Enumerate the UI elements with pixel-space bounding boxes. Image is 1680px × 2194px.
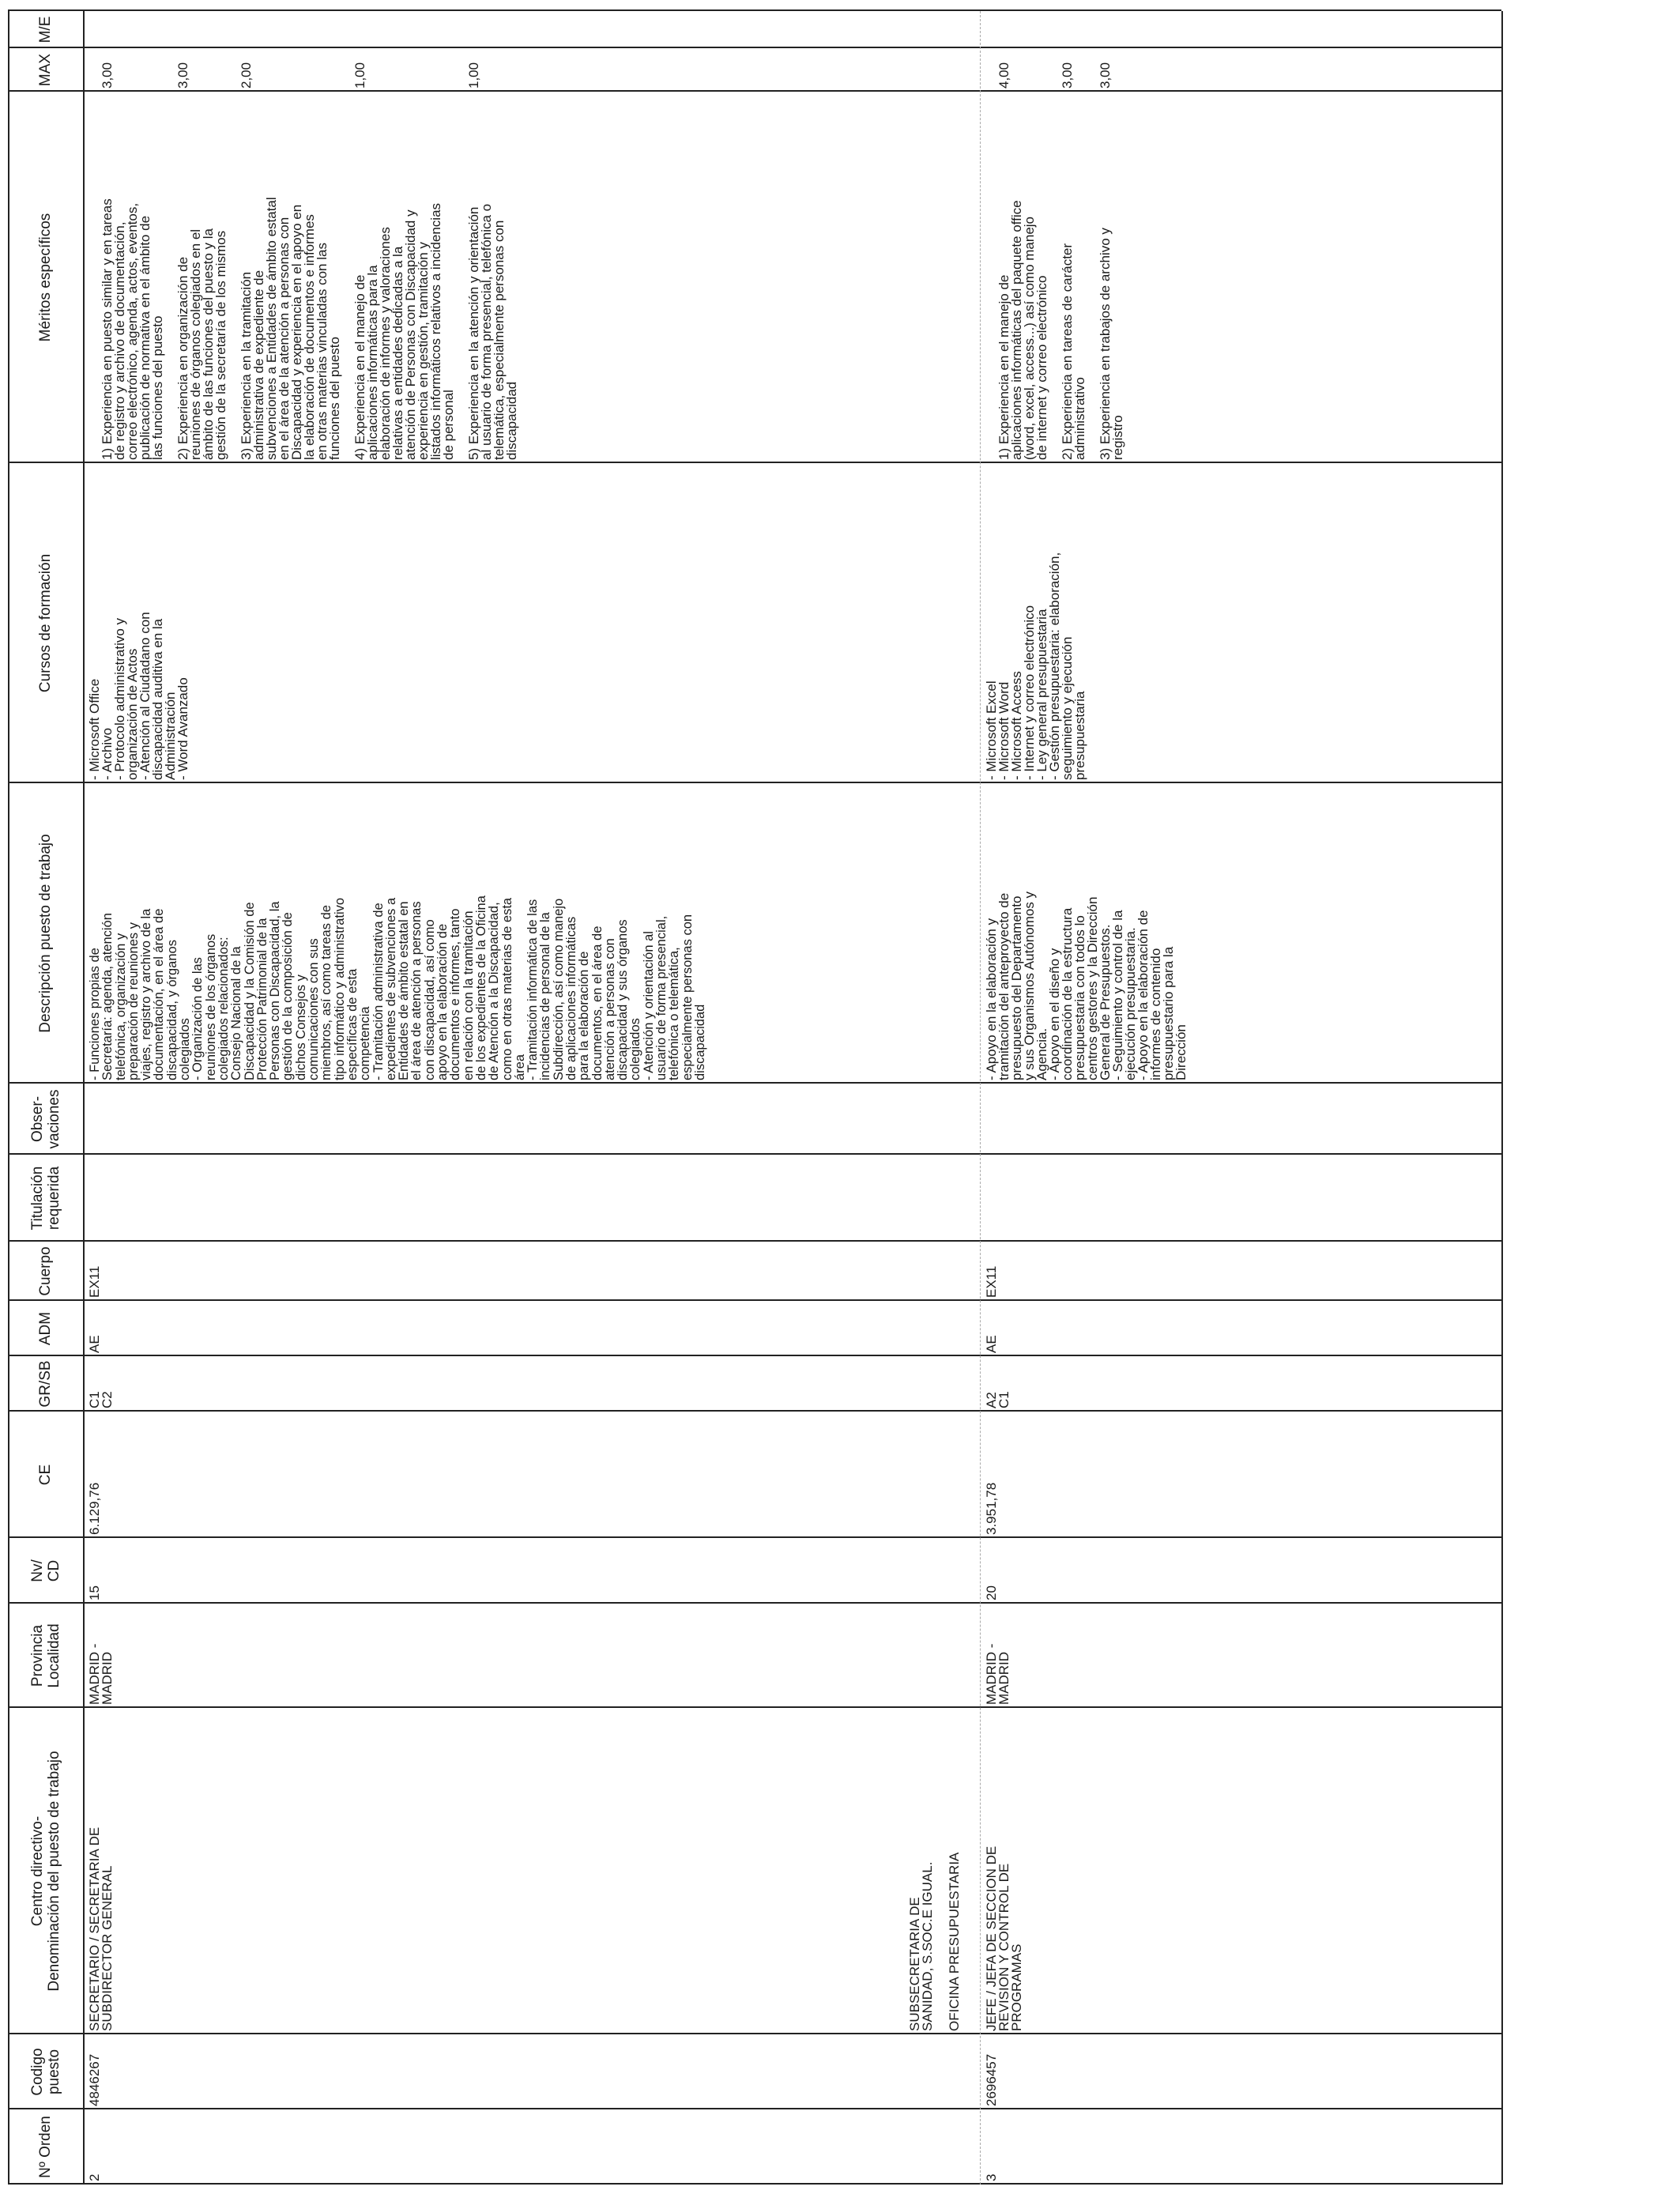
header-divider	[83, 11, 85, 2185]
cell-cursos: - Microsoft Office - Archivo - Protocolo administrativo y organización de Actos - Atención al Ciudadano con discapacidad auditiva en la Administración - Word Avanzado	[87, 612, 190, 780]
cell-max	[985, 48, 1124, 92]
merit-max: 1,00	[352, 62, 367, 89]
row-divider	[980, 11, 981, 2185]
column-divider	[8, 1240, 1501, 1242]
merit-max: 3,00	[175, 62, 190, 89]
merit-item: 4) Experiencia en el manejo de aplicaciones informáticas para la elaboración de informes y valoraciones relativas a entidades dedicadas a la atención de Personas con Discapacidad y experiencia en gestión, tramitación y listados informáticos relativos a incidencias de personal	[352, 202, 456, 460]
cell-codigo: 2696457	[984, 2053, 999, 2106]
cell-descripcion: - Apoyo en la elaboración y tramitación del anteproyecto de presupuesto del Departamento y sus Organismos Autónomos y Agencia. - Apoyo en el diseño y coordinación de la estructura presupuestaria con todos lo centros gestores y la Dirección General de Presupuestos. - Seguimiento y control de la ejecución presupuestaria. - Apoyo en la elaboración de informes de contenido presupuestario para la Dirección	[984, 891, 1188, 1080]
header-codigo: Codigo puesto	[28, 2048, 62, 2096]
cell-nivel: 15	[87, 1585, 102, 1600]
merit-max: 3,00	[1060, 62, 1075, 89]
column-divider	[8, 1299, 1501, 1301]
header-centro: Centro directivo- Denominación del puesto de trabajo	[28, 1751, 62, 1992]
column-divider	[8, 2108, 1501, 2109]
cell-descripcion: - Funciones propias de Secretaría: agenda, atención telefónica, organización y preparación de reuniones y viajes, registro y archivo de la documentación, en el área de discapacidad, y órganos colegiados - Organización de las reuniones de los órganos colegiados relacionados: Consejo Nacional de la Discapacidad y la Comisión de Protección Patrimonial de la Personas con Discapacidad, la gestión de la composición de dichos Consejos y comunicaciones con sus miembros, así como tareas de tipo informático y administrativo específicas de esta competencia - Tramitación administrativa de expedientes de subvenciones a Entidades de ámbito estatal en el área de atención a personas con discapacidad, así como apoyo en la elaboración de documentos e informes, tanto en relación con la tramitación de los expedientes de la Oficina de Atención a la Discapacidad, como en otras materias de esta área - Tramitación informática de las incidencias de personal de la Subdirección, así como manejo de aplicaciones informáticas para la elaboración de documentos, en el área de atención a personas con discapacidad y sus órganos colegiados - Atención y orientación al usuario de forma presencial, telefónica o telemática, especialmente personas con discapacidad	[88, 895, 707, 1080]
section-heading: SUBSECRETARIA DE SANIDAD, S.SOC.E IGUAL.	[907, 1861, 935, 2031]
cell-orden: 2	[87, 2173, 102, 2181]
header-cursos: Cursos de formación	[37, 553, 54, 693]
merit-item: 3) Experiencia en la tramitación administrativa de expediente de subvenciones a Entidades de ámbito estatal en el área de la atención a personas con Discapacidad y experiencia en el apoyo en la elaboración de documentos e informes en otras materias vinculadas con las funciones del puesto	[239, 197, 342, 460]
table-border-bottom	[1501, 11, 1503, 2185]
table-border-left	[8, 2183, 1501, 2185]
column-divider	[8, 1410, 1501, 1412]
cell-grsb: A2 C1	[984, 1391, 1011, 1408]
merit-item: 1) Experiencia en puesto similar y en tareas de registro y archivo de documentación, correo electrónico, agenda, actos, eventos, publicación de normativa en el ámbito de las funciones del puesto	[100, 198, 165, 460]
cell-grsb: C1 C2	[87, 1391, 115, 1408]
merit-item: 1) Experiencia en el manejo de aplicaciones informáticas del paquete office (word, excel, access...) así como manejo de internet y correo electrónico	[996, 200, 1049, 460]
header-provincia: Provincia Localidad	[28, 1623, 62, 1688]
header-grsb: GR/SB	[37, 1360, 54, 1408]
column-divider	[8, 1536, 1501, 1538]
cell-cuerpo: EX11	[87, 1265, 102, 1298]
merit-item: 2) Experiencia en tareas de carácter administrativo	[1060, 243, 1087, 460]
merit-max: 1,00	[466, 62, 481, 89]
merit-max: 3,00	[1098, 62, 1113, 89]
subsection-heading: OFICINA PRESUPUESTARIA	[947, 1852, 962, 2031]
header-nivel: Nv/ CD	[28, 1559, 62, 1582]
merit-max: 2,00	[239, 62, 254, 89]
merit-max: 3,00	[100, 62, 115, 89]
merit-max: 4,00	[996, 62, 1011, 89]
column-divider	[8, 1355, 1501, 1356]
header-adm: ADM	[37, 1311, 54, 1346]
cell-adm: AE	[87, 1335, 102, 1353]
header-ce: CE	[37, 1464, 54, 1486]
cell-ce: 6.129,76	[87, 1482, 102, 1535]
merit-item: 2) Experiencia en organización de reuniones de órganos colegiados en el ámbito de las funciones del puesto y la gestión de la secretaría de los mismos	[175, 228, 228, 460]
header-cuerpo: Cuerpo	[37, 1246, 54, 1296]
merit-item: 3) Experiencia en trabajos de archivo y registro	[1098, 228, 1125, 460]
column-divider	[8, 1153, 1501, 1155]
table-border-right	[8, 9, 1501, 11]
cell-meritos	[985, 92, 1137, 463]
column-divider	[8, 1602, 1501, 1604]
cell-cursos: - Microsoft Excel - Microsoft Word - Microsoft Access - Internet y correo electrónico - Ley general presupuestaria - Gestión presupuestaria: elaboración, seguimiento y ejecución presupuestaria	[984, 552, 1087, 780]
cell-nivel: 20	[984, 1585, 999, 1600]
cell-codigo: 4846267	[87, 2053, 102, 2106]
merit-item: 5) Experiencia en la atención y orientación al usuario de forma presencial, telefónica o telemática, especialmente personas con discapacidad	[466, 203, 519, 460]
cell-meritos	[89, 92, 531, 463]
cell-provincia: MADRID - MADRID	[984, 1643, 1011, 1705]
vacancy-table	[8, 11, 1501, 2185]
cell-cuerpo: EX11	[984, 1265, 999, 1298]
header-descripcion: Descripción puesto de trabajo	[37, 834, 54, 1033]
header-meritos: Méritos específicos	[37, 213, 54, 342]
header-titulacion: Titulación requerida	[28, 1166, 62, 1231]
cell-centro: JEFE / JEFA DE SECCION DE REVISION Y CONTROL DE PROGRAMAS	[984, 1845, 1024, 2031]
column-divider	[8, 2033, 1501, 2034]
cell-ce: 3.951,78	[984, 1482, 999, 1535]
header-observaciones: Obser- vaciones	[28, 1089, 62, 1149]
cell-max	[89, 48, 493, 92]
cell-adm: AE	[984, 1335, 999, 1353]
header-orden: Nº Orden	[37, 2116, 54, 2178]
cell-centro: SECRETARIO / SECRETARIA DE SUBDIRECTOR GENERAL	[87, 1826, 115, 2031]
cell-provincia: MADRID - MADRID	[87, 1643, 115, 1705]
cell-orden: 3	[984, 2173, 999, 2181]
header-me: M/E	[37, 16, 54, 43]
header-max: MAX	[37, 53, 54, 87]
column-divider	[8, 1706, 1501, 1708]
